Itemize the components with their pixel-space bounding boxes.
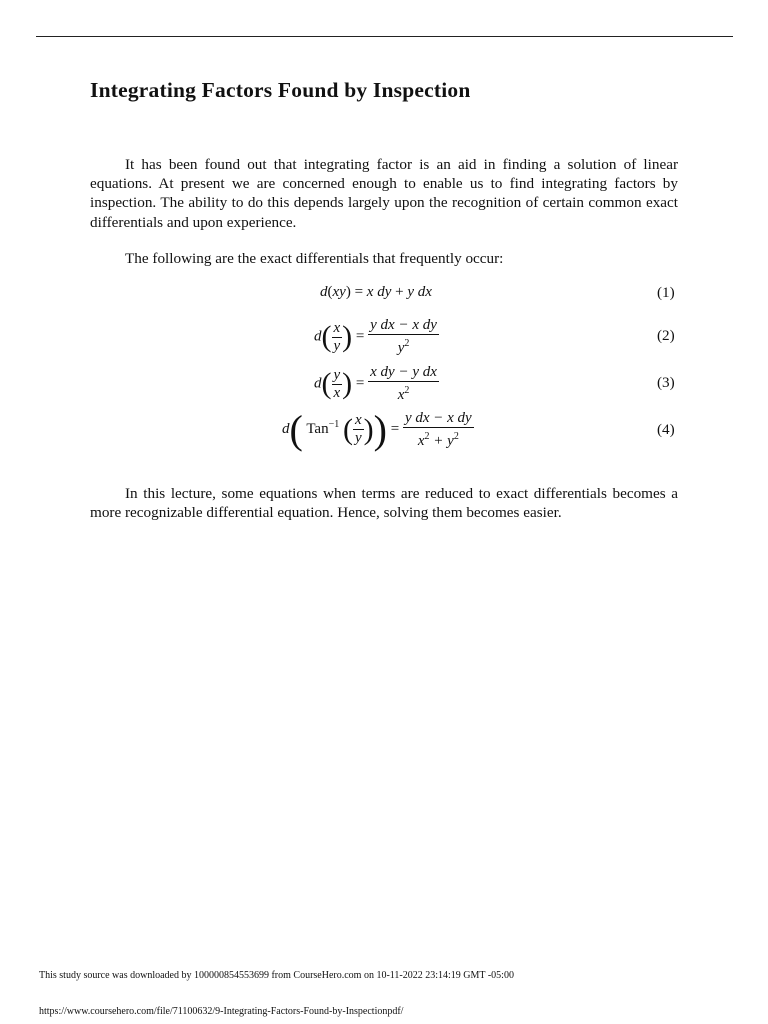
equation-4: d( Tan$^{-1}$ ( $\frac{x}{y}$ )) = $\frac{\text{y dx − x dy}}{x^2 + y^2}$ — [282, 407, 472, 452]
page-title: Integrating Factors Found by Inspection — [90, 78, 471, 102]
top-rule — [36, 36, 733, 37]
source-url: https://www.coursehero.com/file/71100632/9-Integrating-Factors-Found-by-Inspectionpdf/ — [39, 1006, 404, 1017]
intro-paragraph: It has been found out that integrating factor is an aid in finding a solution of linear equations. At present we are concerned enough to enable us to find integrating factors by inspection. The ability to do this depends largely upon the recognition of certain common exact differentials and upon experience. — [90, 156, 678, 231]
equation-2: d( $\frac{x}{y}$ ) = $\frac{\text{y dx − x dy}}{y^2}$ — [314, 317, 437, 356]
equation-1: d(xy) = x dy + y dx — [320, 284, 432, 300]
equation-3: d( $\frac{y}{x}$ ) = $\frac{\text{x dy − y dx}}{x^2}$ — [314, 364, 437, 403]
equation-2-number: (2) — [657, 327, 675, 344]
lead-paragraph: The following are the exact differentials that frequently occur: — [125, 250, 504, 267]
equation-4-number: (4) — [657, 421, 675, 438]
equation-1-number: (1) — [657, 284, 675, 301]
equation-3-number: (3) — [657, 374, 675, 391]
download-source-note: This study source was downloaded by 100000854553699 from CourseHero.com on 10-11-2022 23:14:19 GMT -05:00 — [39, 970, 514, 981]
closing-paragraph: In this lecture, some equations when terms are reduced to exact differentials becomes a more recognizable differential equation. Hence, solving them becomes easier. — [90, 485, 678, 522]
